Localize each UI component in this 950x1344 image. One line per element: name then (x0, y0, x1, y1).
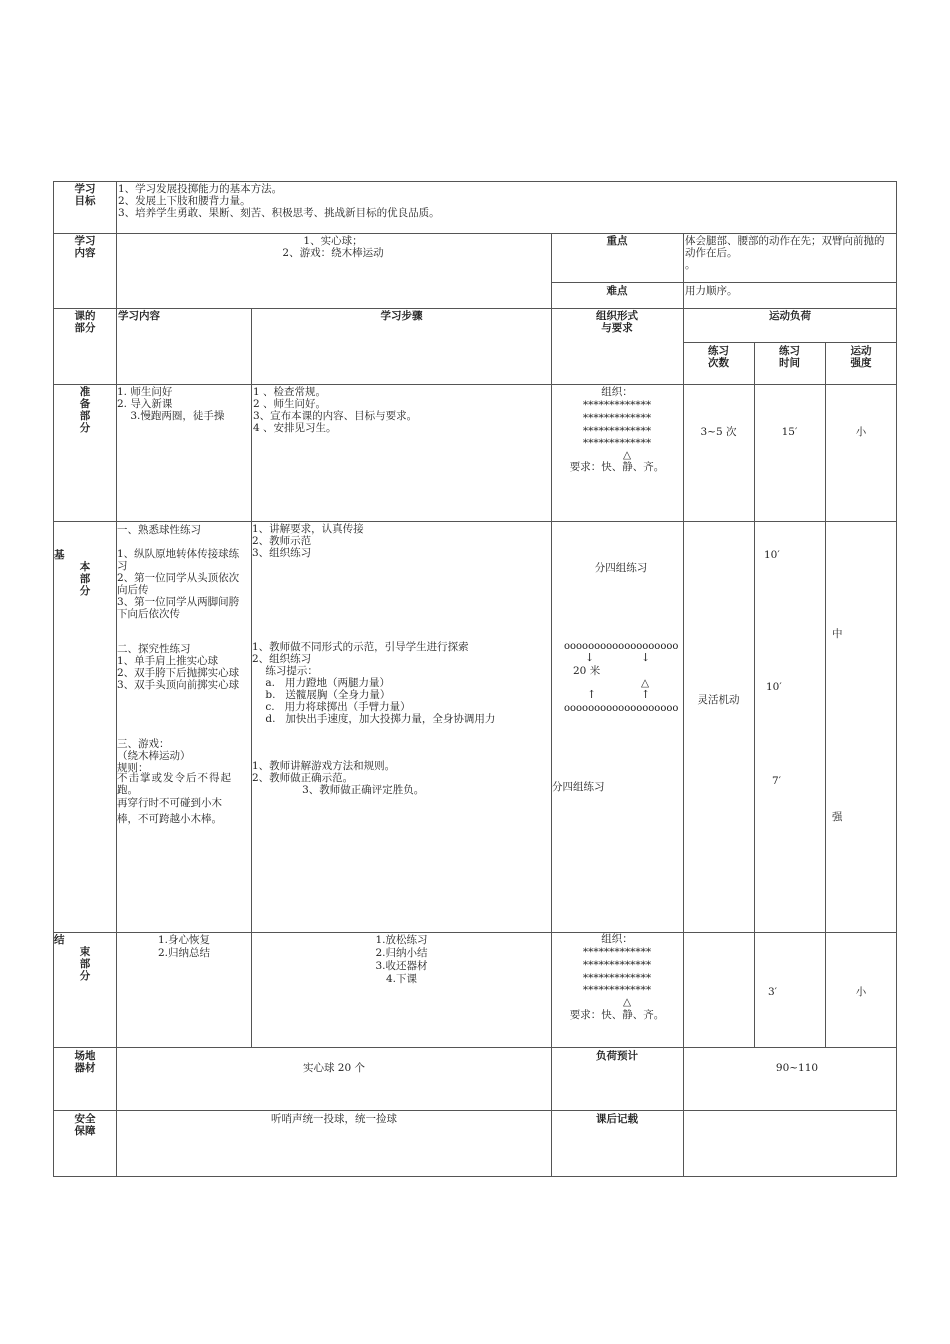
teacher-marker-icon: △ (622, 449, 632, 461)
row-divider (53, 932, 897, 933)
end-org-row-3: ************* (582, 972, 652, 984)
main-b1-content-1: 一、熟悉球性练习 (117, 524, 201, 536)
content-item-1: 1、实心球； (303, 235, 363, 247)
after-class-notes-label: 课后记载 (596, 1113, 638, 1125)
main-b1-content-4: 习 (117, 560, 128, 572)
prep-content-3: 3.慢跑两圈，徒手操 (117, 410, 225, 422)
end-org-title: 组织： (601, 933, 633, 945)
col-header-part: 课的 部分 (74, 310, 96, 334)
main-b1-content-8: 下向后依次传 (117, 608, 180, 620)
main-b2-content-4: 3、双手头顶向前掷实心球 (117, 679, 240, 691)
main-b2-content-3: 2、双手胯下后抛掷实心球 (117, 667, 240, 679)
arrow-up-icon: ↑ (587, 688, 597, 701)
prep-step-3: 3、宣布本课的内容、目标与要求。 (253, 410, 418, 422)
main-b2-step-5: b. 送髋展胸（全身力量） (252, 689, 391, 701)
col-header-load: 运动负荷 (769, 310, 811, 322)
arrow-down-icon: ↓ (585, 651, 595, 664)
main-b2-reps: 灵活机动 (697, 694, 740, 706)
row-divider (53, 233, 897, 234)
prep-org-requirement: 要求：快、静、齐。 (569, 461, 665, 473)
main-b3-content-3: 规则： (117, 762, 149, 774)
main-b3-step-1: 1、教师讲解游戏方法和规则。 (252, 760, 396, 772)
main-b1-step-2: 2、教师示范 (252, 535, 312, 547)
col-header-content: 学习内容 (118, 310, 160, 322)
main-b1-content-3: 1、纵队原地转体传接球练 (117, 548, 240, 560)
load-forecast-label: 负荷预计 (596, 1050, 638, 1062)
prep-part-label: 准 备 部 分 (79, 386, 91, 434)
prep-org-row-2: ************* (582, 412, 652, 424)
main-b3-content-7: 棒，不可跨越小木棒。 (117, 813, 222, 825)
goal-line-2: 2、发展上下肢和腰背力量。 (118, 195, 251, 207)
difficulty-text: 用力顺序。 (685, 285, 738, 297)
key-point-text: 体会腿部、腰部的动作在先；双臂向前抛的动作在后。 。 (685, 235, 885, 271)
col-divider (754, 342, 755, 1047)
main-b2-step-6: c. 用力将球掷出（手臂力量） (252, 701, 411, 713)
prep-reps: 3~5 次 (700, 426, 737, 438)
content-item-2: 2、游戏：绕木棒运动 (282, 247, 384, 259)
col-divider (825, 342, 826, 1047)
end-content-1: 1.身心恢复 (157, 934, 211, 946)
main-b1-step-3: 3、组织练习 (252, 547, 312, 559)
end-step-1: 1.放松练习 (375, 934, 428, 946)
main-b1-content-5: 2、第一位同学从头顶依次 (117, 572, 240, 584)
end-part-label: 束 部 分 (79, 946, 91, 982)
col-header-intensity: 运动 强度 (850, 345, 872, 369)
col-header-reps: 练习 次数 (708, 345, 729, 369)
end-step-2: 2.归纳小结 (375, 947, 428, 959)
row-divider (53, 308, 897, 309)
prep-time: 15′ (781, 426, 798, 438)
goals-header: 学习 目标 (74, 183, 96, 207)
main-b1-org: 分四组练习 (594, 562, 648, 574)
main-b2-org-line-1: ooooooooooooooooooo (564, 641, 679, 652)
col-header-steps: 学习步骤 (380, 310, 423, 322)
safety-text: 听哨声统一投球，统一捡球 (271, 1113, 397, 1125)
main-b3-content-6: 再穿行时不可碰到小木 (117, 797, 222, 809)
venue-equipment: 实心球 20 个 (302, 1062, 366, 1074)
main-b2-org-line-2: ooooooooooooooooooo (564, 703, 679, 714)
load-forecast-value: 90~110 (775, 1062, 819, 1074)
end-content-2: 2.归纳总结 (157, 947, 211, 959)
row-divider (683, 342, 897, 343)
main-b3-org: 分四组练习 (552, 781, 605, 793)
main-b3-time: 7′ (772, 775, 782, 787)
main-b2-step-4: a. 用力蹬地（两腿力量） (252, 677, 390, 689)
main-b3-content-2: （绕木棒运动） (117, 750, 191, 762)
end-org-row-1: ************* (582, 946, 652, 958)
content-header: 学习 内容 (74, 235, 96, 259)
safety-label: 安全 保障 (74, 1113, 96, 1137)
arrow-down-icon: ↓ (641, 651, 651, 664)
main-b3-content-5: 跑。 (117, 784, 138, 796)
main-b2-org-distance: 20 米 (573, 665, 601, 677)
key-point-label: 重点 (606, 235, 628, 247)
main-b3-step-2: 2、教师做正确示范。 (252, 772, 354, 784)
goal-line-3: 3、培养学生勇敢、果断、刻苦、积极思考、挑战新目标的优良品质。 (118, 207, 440, 219)
prep-content-1: 1. 师生问好 (117, 386, 173, 398)
end-intensity: 小 (855, 986, 867, 998)
main-b2-step-1: 1、教师做不同形式的示范，引导学生进行探索 (252, 641, 469, 653)
main-b2-content-2: 1、单手肩上推实心球 (117, 655, 219, 667)
end-step-4: 4.下课 (385, 973, 418, 985)
main-b2-step-7: d. 加快出手速度，加大投掷力量，全身协调用力 (252, 713, 496, 725)
main-b1-content-7: 3、第一位同学从两脚间胯 (117, 596, 240, 608)
prep-org-row-3: ************* (582, 425, 652, 437)
row-divider (53, 384, 897, 385)
col-divider (551, 233, 552, 1177)
row-divider (53, 521, 897, 522)
main-b3-step-3: 3、教师做正确评定胜负。 (252, 784, 425, 796)
row-divider (53, 1110, 897, 1111)
main-b3-content-1: 三、游戏： (117, 738, 170, 750)
prep-content-2: 2. 导入新课 (117, 398, 173, 410)
col-header-org: 组织形式 与要求 (596, 310, 638, 334)
prep-intensity: 小 (855, 426, 867, 438)
venue-label: 场地 器材 (74, 1050, 96, 1074)
prep-step-4: 4 、安排见习生。 (253, 422, 337, 434)
main-b1-content-6: 向后传 (117, 584, 149, 596)
main-b2-time: 10′ (766, 681, 782, 693)
row-divider (551, 282, 897, 283)
main-b2-step-3: 练习提示： (252, 665, 318, 677)
end-step-3: 3.收还器材 (375, 960, 428, 972)
main-b3-content-4: 不击掌或发令后不得起 (117, 772, 232, 784)
prep-org-row-4: ************* (582, 437, 652, 449)
main-b2-content-1: 二、探究性练习 (117, 643, 191, 655)
difficulty-label: 难点 (606, 285, 628, 297)
goal-line-1: 1、学习发展投掷能力的基本方法。 (118, 183, 283, 195)
main-b2-step-2: 2、组织练习 (252, 653, 312, 665)
end-org-requirement: 要求：快、静、齐。 (569, 1009, 665, 1021)
main-intensity-mid: 中 (832, 628, 843, 640)
end-time: 3′ (768, 986, 778, 998)
prep-step-1: 1 、检查常规。 (253, 386, 327, 398)
prep-step-2: 2 、师生问好。 (253, 398, 327, 410)
teacher-marker-icon: △ (622, 996, 632, 1008)
row-divider (53, 1047, 897, 1048)
teacher-marker-icon: △ (641, 677, 650, 689)
main-b1-step-1: 1、讲解要求，认真传接 (252, 523, 364, 535)
prep-org-row-1: ************* (582, 399, 652, 411)
main-b1-time: 10′ (764, 549, 780, 561)
arrow-up-icon: ↑ (641, 688, 651, 701)
col-header-time: 练习 时间 (779, 345, 800, 369)
main-part-label: 本 部 分 (79, 561, 91, 597)
main-part-prefix: 基 (54, 549, 65, 561)
prep-org-title: 组织： (601, 386, 633, 398)
end-org-row-2: ************* (582, 959, 652, 971)
end-org-row-4: ************* (582, 984, 652, 996)
main-intensity-strong: 强 (832, 811, 843, 823)
end-part-prefix: 结 (54, 934, 65, 946)
